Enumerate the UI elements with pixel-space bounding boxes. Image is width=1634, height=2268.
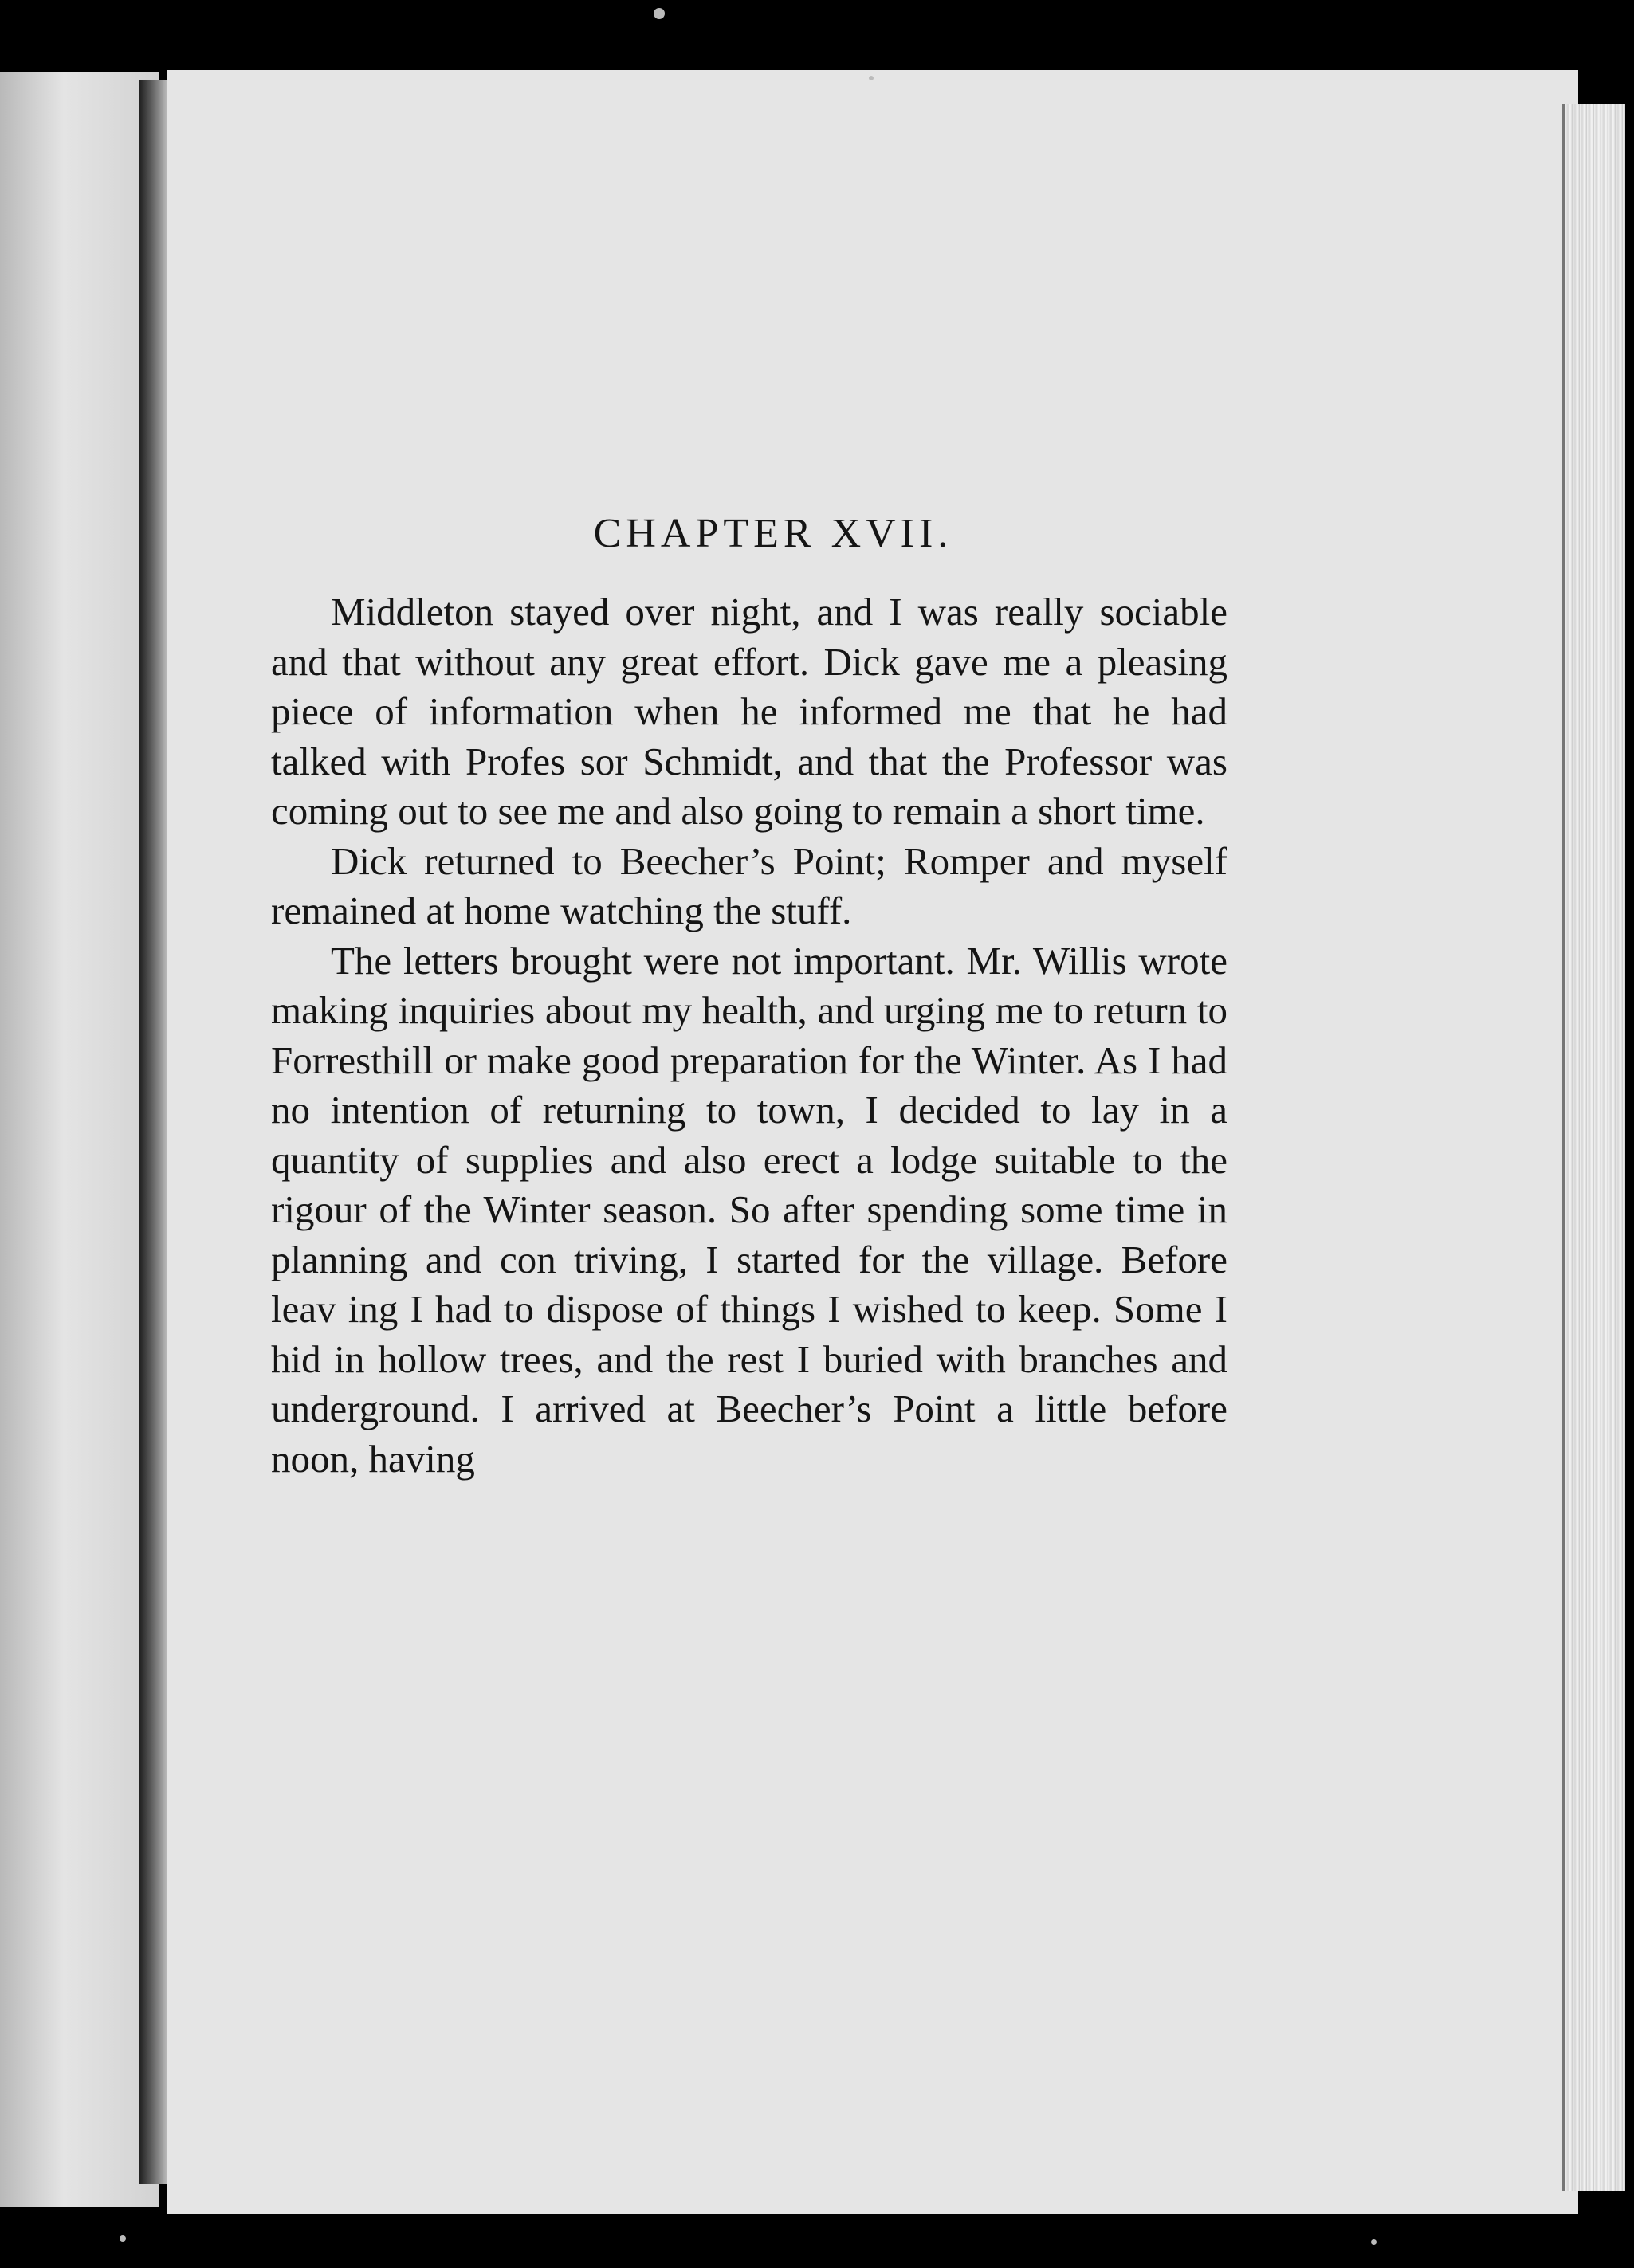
dust-speck <box>120 2235 126 2242</box>
paragraph: Middleton stayed over night, and I was really sociable and that without any great effort. Dick gave me a pleasing piece of information when he informed me that he had talked with Profes sor Schmidt, and that the Professor was coming out to see me and also going to remain a short time. <box>271 590 1227 833</box>
paragraph: Dick returned to Beecher’s Point; Romper and myself remained at home watching the stuff. <box>271 838 1227 932</box>
dust-speck <box>654 8 665 19</box>
chapter-title: CHAPTER XVII. <box>593 511 953 556</box>
dust-speck <box>869 76 874 80</box>
page-stack-edge <box>1562 104 1625 2191</box>
book-gutter <box>139 80 171 2184</box>
previous-page-edge <box>0 72 159 2207</box>
dust-speck <box>1371 2239 1377 2245</box>
paragraph: The letters brought were not important. Mr. Willis wrote making inquiries about my health, and urging me to return to Forresthill or make good preparation for the Winter. As I had no intention of returning to town, I decided to lay in a quantity of supplies and also erect a lodge suitable to the rigour of the Winter season. So after spending some time in planning and con triving, I started for the village. Before leav ing I had to dispose of things I wished to keep. Some I hid in hollow trees, and the rest I buried with branches and underground. I arrived at Beecher’s Point a little before noon, having <box>271 938 1227 1481</box>
page-text <box>271 510 1227 1484</box>
